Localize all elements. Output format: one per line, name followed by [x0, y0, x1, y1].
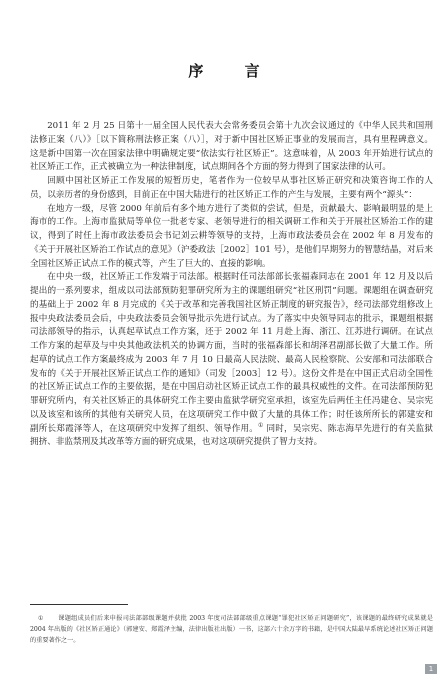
- footnote-reference[interactable]: ①: [258, 421, 264, 429]
- footnote-marker: ①: [38, 615, 44, 622]
- footnote-divider: [30, 604, 128, 605]
- paragraph: [30, 271, 433, 450]
- footnote-text: 课题组成员们后来申报司法部部级课题并获批 2003 年度司法部部级重点课题“罪犯社区矫正问题研究”，该课题的最终研究成果就是 2004 年出版的《社区矫正通论》（郭建安、郑霞泽主编，法律出版社出版）一书，这部六十余万字的书籍，是中国大陆最早系统论述社区矫正问题的重要著作之一。: [30, 615, 433, 644]
- page-number: 1: [425, 664, 437, 674]
- paragraph: 在地方一级，尽管 2000 年前后有多个地方进行了类似的尝试，但是，贡献最大、影响最明显的是上海市的工作。上海市监狱局等单位一批老专家、老领导进行的相关调研工作和关于开展社区矫治工作的建议，得到了时任上海市政法委员会书记刘云耕等领导的支持，上海市政法委员会在 2002 年 8 月发布的《关于开展社区矫治工作试点的意见》（沪委政法［2002］101 号），是他们早期努力的智慧结晶，对后来全国社区矫正试点工作的模式等，产生了巨大的、直接的影响。: [30, 203, 433, 269]
- footnote: [30, 613, 433, 646]
- paragraph-text-continued: 同时，吴宗宪、陈志海早先进行的有关监狱拥挤、非监禁刑及其改革等方面的研究成果，也对这项研究提供了智力支持。: [30, 423, 433, 448]
- preface-title: 序 言: [188, 62, 278, 80]
- preface-body: [30, 120, 433, 450]
- paragraph: 2011 年 2 月 25 日第十一届全国人民代表大会常务委员会第十九次会议通过的《中华人民共和国刑法修正案（八）》［以下简称刑法修正案（八）］，对于新中国社区矫正事业的发展而言，具有里程碑意义。这是新中国第一次在国家法律中明确规定要“依法实行社区矫正”。这意味着，从 2003 年开始进行试点的社区矫正工作，正式被确立为一种法律制度，试点期间各个方面的努力得到了国家法律的认可。: [30, 121, 433, 173]
- paragraph: 回顾中国社区矫正工作发展的短暂历史，笔者作为一位较早从事社区矫正研究和决策咨询工作的人员，以亲历者的身份感到，目前正在中国大陆进行的社区矫正工作的产生与发展，主要有两个“源头”：: [30, 176, 433, 200]
- paragraph-text: 在中央一级，社区矫正工作发端于司法部。根据时任司法部部长张福森同志在 2001 年 12 月及以后提出的一系列要求，组成以司法部预防犯罪研究所为主的课题组研究“社区刑罚”问题。课题组在调查研究的基础上于 2002 年 8 月完成的《关于改革和完善我国社区矫正制度的研究报告》，经司法部党组修改上报中央政法委员会后，中央政法委员会领导批示先进行试点。为了落实中央领导同志的批示，课题组根据司法部领导的指示，认真起草试点工作方案，还于 2002 年 11 月赴上海、浙江、江苏进行调研。在试点工作方案的起草及与中央其他政法机关的协调方面，当时的张福森部长和胡泽君副部长做了大量工作。所起草的试点工作方案最终成为 2003 年 7 月 10 日最高人民法院、最高人民检察院、公安部和司法部联合发布的《关于开展社区矫正试点工作的通知》（司发［2003］12 号）。这份文件是在中国正式启动全国性的社区矫正试点工作的主要依据，是在中国启动社区矫正试点工作的最具权威性的文件。在司法部预防犯罪研究所内，有关社区矫正的具体研究工作主要由监狱学研究室承担，该室先后两任主任冯建仓、吴宗宪以及该室和该所的其他有关研究人员，在这项研究工作中做了大量的具体工作；时任该所所长的郭建安和副所长郑霞泽等人，在这项研究中发挥了组织、领导作用。: [30, 272, 433, 434]
